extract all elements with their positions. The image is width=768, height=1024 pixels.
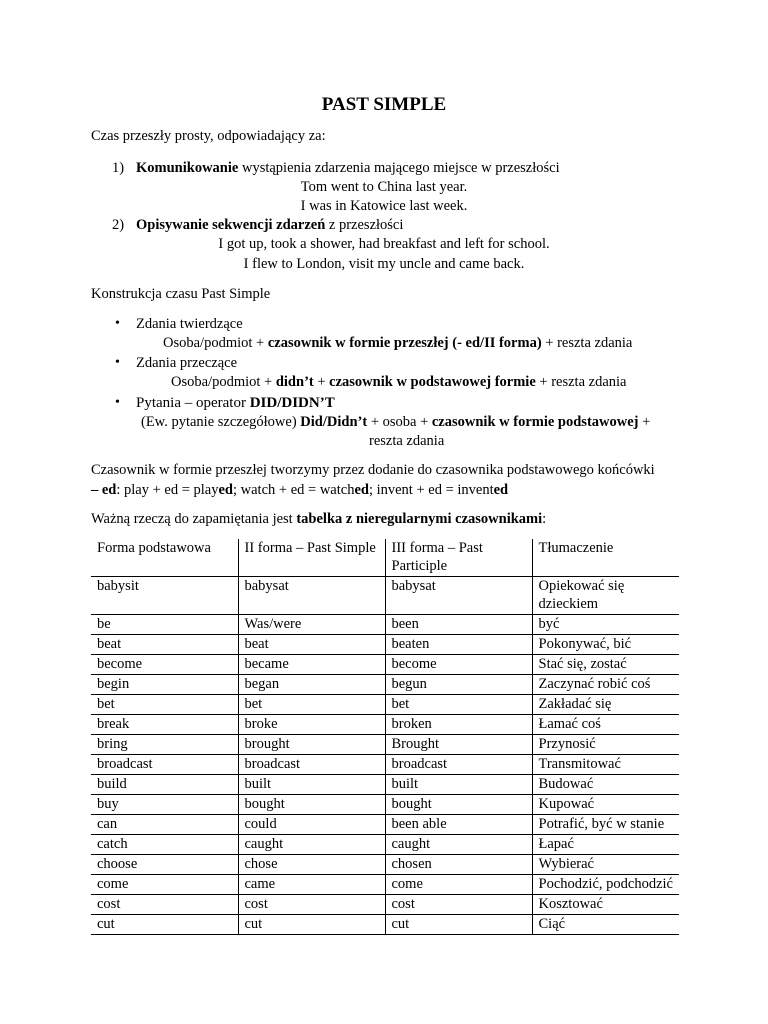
bullet-negative-formula <box>171 374 626 391</box>
table-cell: Wybierać <box>532 855 679 875</box>
formula-part: + <box>313 374 330 390</box>
use-1-example-1: Tom went to China last year. <box>300 179 468 195</box>
use-2-bold: Opisywanie sekwencji zdarzeń <box>136 217 326 233</box>
formula-bold: czasownik w podstawowej formie <box>329 374 536 390</box>
table-cell: come <box>385 875 532 895</box>
table-cell: cut <box>238 915 385 935</box>
table-cell: Łapać <box>532 835 679 855</box>
table-cell: broke <box>238 715 385 735</box>
bullet-negative-label: Zdania przeczące <box>136 355 238 371</box>
table-header-cell: Forma podstawowa <box>91 539 238 577</box>
table-intro-bold: tabelka z nieregularnymi czasownikami <box>296 511 543 527</box>
table-cell: cost <box>385 895 532 915</box>
table-row <box>91 775 679 795</box>
table-cell: Brought <box>385 735 532 755</box>
table-cell: babysit <box>91 577 238 615</box>
use-1-number: 1) <box>112 160 125 176</box>
table-intro-text: : <box>542 511 547 527</box>
table-cell: choose <box>91 855 238 875</box>
table-cell: began <box>238 675 385 695</box>
ed-rule-line-2 <box>91 482 508 499</box>
table-cell: cut <box>385 915 532 935</box>
table-cell: Transmitować <box>532 755 679 775</box>
use-2-example-1: I got up, took a shower, had breakfast and left for school. <box>218 236 550 252</box>
page-title: PAST SIMPLE <box>321 94 447 115</box>
formula-bold: didn’t <box>275 374 314 390</box>
table-row <box>91 815 679 835</box>
bullet-dot: • <box>115 355 120 370</box>
table-cell: Pokonywać, bić <box>532 635 679 655</box>
ed-text: ; watch + ed = watch <box>233 482 355 498</box>
table-cell: bet <box>238 695 385 715</box>
table-cell: break <box>91 715 238 735</box>
table-header-cell: III forma – Past Participle <box>385 539 532 577</box>
ed-bold: ed <box>354 482 369 498</box>
table-cell: cost <box>238 895 385 915</box>
table-cell: Przynosić <box>532 735 679 755</box>
table-cell: build <box>91 775 238 795</box>
table-cell: become <box>91 655 238 675</box>
table-cell: brought <box>238 735 385 755</box>
table-row <box>91 835 679 855</box>
table-cell: babysat <box>238 577 385 615</box>
formula-part: + osoba + <box>367 414 432 430</box>
table-cell: caught <box>238 835 385 855</box>
bullet-questions-formula-cont: reszta zdania <box>369 433 445 449</box>
table-row <box>91 855 679 875</box>
table-cell: Stać się, zostać <box>532 655 679 675</box>
table-row <box>91 895 679 915</box>
bullet-questions-label <box>136 394 335 412</box>
table-cell: built <box>385 775 532 795</box>
bullet-affirmative-label: Zdania twierdzące <box>136 316 243 332</box>
bullet-dot: • <box>115 316 120 331</box>
table-cell: been <box>385 615 532 635</box>
ed-text: : play + ed = play <box>116 482 219 498</box>
table-cell: Budować <box>532 775 679 795</box>
irregular-verbs-table <box>91 539 679 935</box>
table-cell: buy <box>91 795 238 815</box>
use-2-text <box>136 217 403 234</box>
table-cell: be <box>91 615 238 635</box>
table-cell: built <box>238 775 385 795</box>
formula-part: Osoba/podmiot + <box>171 374 276 390</box>
formula-part: Osoba/podmiot + <box>163 335 268 351</box>
table-row <box>91 695 679 715</box>
table-row <box>91 755 679 775</box>
table-row <box>91 615 679 635</box>
table-cell: Potrafić, być w stanie <box>532 815 679 835</box>
table-cell: Zaczynać robić coś <box>532 675 679 695</box>
table-cell: chose <box>238 855 385 875</box>
table-cell: begun <box>385 675 532 695</box>
bullet-dot: • <box>115 395 120 410</box>
table-cell: become <box>385 655 532 675</box>
table-row <box>91 875 679 895</box>
table-row <box>91 715 679 735</box>
ed-text: ; invent + ed = invent <box>368 482 494 498</box>
table-cell: caught <box>385 835 532 855</box>
table-cell: broadcast <box>238 755 385 775</box>
table-cell: Zakładać się <box>532 695 679 715</box>
table-cell: beaten <box>385 635 532 655</box>
use-2-number: 2) <box>112 217 125 233</box>
table-cell: come <box>91 875 238 895</box>
table-cell: cost <box>91 895 238 915</box>
table-cell: Opiekować się dzieckiem <box>532 577 679 615</box>
formula-bold: czasownik w formie przeszłej (- ed/II forma) <box>267 335 542 351</box>
table-cell: came <box>238 875 385 895</box>
table-cell: Ciąć <box>532 915 679 935</box>
table-cell: beat <box>91 635 238 655</box>
table-cell: broken <box>385 715 532 735</box>
table-row <box>91 915 679 935</box>
table-row <box>91 795 679 815</box>
table-cell: cut <box>91 915 238 935</box>
table-intro <box>91 511 546 528</box>
bullet-affirmative-formula <box>163 335 632 352</box>
table-row <box>91 635 679 655</box>
table-cell: bought <box>385 795 532 815</box>
formula-part: (Ew. pytanie szczegółowe) <box>141 414 301 430</box>
table-row <box>91 577 679 615</box>
table-cell: chosen <box>385 855 532 875</box>
table-cell: Was/were <box>238 615 385 635</box>
questions-label-text: Pytania – operator <box>136 395 250 411</box>
bullet-questions-formula <box>141 414 650 431</box>
table-cell: Pochodzić, podchodzić <box>532 875 679 895</box>
use-1-bold: Komunikowanie <box>136 160 239 176</box>
use-2-example-2: I flew to London, visit my uncle and came back. <box>243 256 525 272</box>
ed-bold: ed <box>218 482 233 498</box>
table-cell: bet <box>385 695 532 715</box>
table-cell: babysat <box>385 577 532 615</box>
table-row <box>91 735 679 755</box>
table-cell: broadcast <box>385 755 532 775</box>
table-cell: could <box>238 815 385 835</box>
table-cell: broadcast <box>91 755 238 775</box>
use-1-rest: wystąpienia zdarzenia mającego miejsce w przeszłości <box>238 160 560 176</box>
table-cell: Kupować <box>532 795 679 815</box>
use-1-text <box>136 160 560 177</box>
table-cell: bring <box>91 735 238 755</box>
formula-bold: Did/Didn’t <box>300 414 368 430</box>
table-cell: bet <box>91 695 238 715</box>
table-cell: became <box>238 655 385 675</box>
formula-part: + reszta zdania <box>541 335 633 351</box>
ed-rule-line-1: Czasownik w formie przeszłej tworzymy przez dodanie do czasownika podstawowego końcówki <box>91 462 655 478</box>
table-cell: begin <box>91 675 238 695</box>
table-cell: beat <box>238 635 385 655</box>
formula-bold: czasownik w formie podstawowej <box>431 414 639 430</box>
table-cell: Łamać coś <box>532 715 679 735</box>
use-1-example-2: I was in Katowice last week. <box>300 198 468 214</box>
table-cell: Kosztować <box>532 895 679 915</box>
table-cell: been able <box>385 815 532 835</box>
table-cell: can <box>91 815 238 835</box>
questions-label-bold: DID/DIDN’T <box>249 395 335 411</box>
table-header-cell: Tłumaczenie <box>532 539 679 577</box>
formula-part: + reszta zdania <box>535 374 627 390</box>
construction-heading: Konstrukcja czasu Past Simple <box>91 286 271 302</box>
table-intro-text: Ważną rzeczą do zapamiętania jest <box>91 511 297 527</box>
ed-bold: ed <box>493 482 509 498</box>
use-2-rest: z przeszłości <box>325 217 404 233</box>
formula-part: + <box>638 414 651 430</box>
ed-bold: – ed <box>91 482 117 498</box>
table-cell: catch <box>91 835 238 855</box>
table-row <box>91 655 679 675</box>
table-row <box>91 675 679 695</box>
table-cell: bought <box>238 795 385 815</box>
table-header-row <box>91 539 679 577</box>
intro-text: Czas przeszły prosty, odpowiadający za: <box>91 128 326 144</box>
table-cell: być <box>532 615 679 635</box>
table-header-cell: II forma – Past Simple <box>238 539 385 577</box>
